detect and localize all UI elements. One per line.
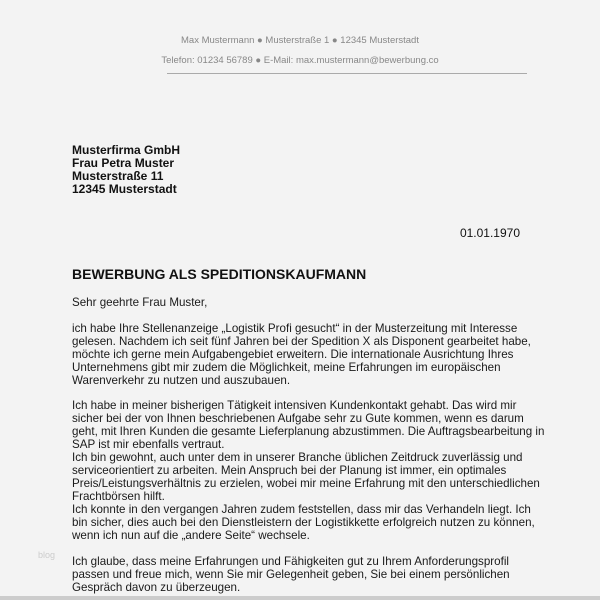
text-line: passen und freue mich, wenn Sie mir Gelegenheit geben, Sie bei einem persönlichen <box>72 568 510 581</box>
text-line: wenn ich nun auf die „andere Seite“ wechsele. <box>72 529 310 542</box>
greeting: Sehr geehrte Frau Muster, <box>72 296 208 309</box>
text-line: ich habe Ihre Stellenanzeige „Logistik Profi gesucht“ in der Musterzeitung mit Interesse <box>72 322 518 335</box>
text-line: Frachtbörsen hilft. <box>72 490 165 503</box>
recipient-address <box>72 144 180 196</box>
text-line: Ich glaube, dass meine Erfahrungen und Fähigkeiten gut zu Ihrem Anforderungsprofil <box>72 555 509 568</box>
paragraph-2 <box>72 399 544 542</box>
recipient-company: Musterfirma GmbH <box>72 143 181 157</box>
text-line: Gespräch davon zu überzeugen. <box>72 581 241 594</box>
sender-name-address: Max Mustermann ● Musterstraße 1 ● 12345 Musterstadt <box>181 35 419 46</box>
text-line: Ich habe in meiner bisherigen Tätigkeit intensiven Kundenkontakt gehabt. Das wird mir <box>72 399 517 412</box>
text-line: Ich bin gewohnt, auch unter dem in unserer Branche üblichen Zeitdruck zuverlässig und <box>72 451 523 464</box>
text-line: Preis/Leistungsverhältnis zu erzielen, wobei mir meine Erfahrung mit den unterschiedlichen <box>72 477 540 490</box>
recipient-city: 12345 Musterstadt <box>72 182 177 196</box>
letter-date: 01.01.1970 <box>459 226 520 240</box>
text-line: sicher bei der von Ihnen beschriebenen Aufgabe sehr zu Gute kommen, wenn es darum <box>72 412 524 425</box>
paragraph-3 <box>72 555 510 594</box>
text-line: bin sicher, dies auch bei den Dienstleistern der Logistikkette erfolgreich nutzen zu können, <box>72 516 535 529</box>
text-line: geht, mit Ihren Kunden die gesamte Lieferplanung abzustimmen. Die Auftragsbearbeitung in <box>72 425 545 438</box>
text-line: Warenverkehr zu nutzen und auszubauen. <box>72 374 291 387</box>
paragraph-1 <box>72 322 531 387</box>
text-line: gelesen. Nachdem ich seit fünf Jahren bei der Spedition X als Disponent gearbeitet habe, <box>72 335 531 348</box>
text-line: Unternehmens gibt mir zudem die Möglichkeit, meine Erfahrungen im europäischen <box>72 361 501 374</box>
sender-contact: Telefon: 01234 56789 ● E-Mail: max.mustermann@bewerbung.co <box>161 55 439 66</box>
text-line: serviceorientiert zu arbeiten. Mein Anspruch bei der Planung ist immer, ein optimales <box>72 464 507 477</box>
recipient-person: Frau Petra Muster <box>72 156 175 170</box>
header-divider <box>167 73 527 74</box>
text-line: Ich konnte in den vergangen Jahren zudem feststellen, dass mir das Verhandeln liegt. Ich <box>72 503 531 516</box>
page-bottom-border <box>0 596 600 600</box>
watermark: blog <box>38 550 56 560</box>
recipient-street: Musterstraße 11 <box>72 169 164 183</box>
text-line: möchte ich gerne mein Aufgabengebiet erweitern. Die internationale Ausrichtung Ihres <box>72 348 514 361</box>
letter-subject: BEWERBUNG ALS SPEDITIONSKAUFMANN <box>72 266 367 282</box>
text-line: SAP ist mir ebenfalls vertraut. <box>72 438 225 451</box>
